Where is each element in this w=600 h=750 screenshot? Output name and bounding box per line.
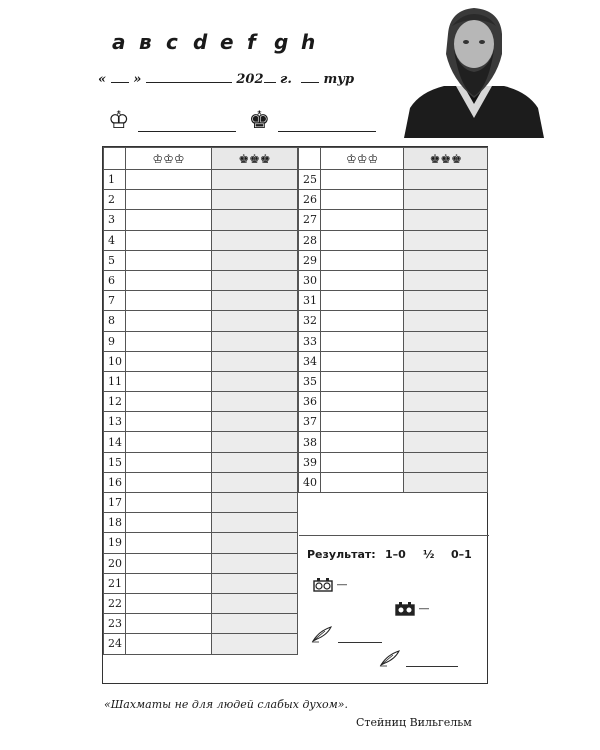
- black-signature-field[interactable]: [406, 652, 458, 667]
- black-move-cell[interactable]: [404, 311, 488, 331]
- move-number: 40: [299, 472, 321, 492]
- move-number: 23: [104, 614, 126, 634]
- move-row: [299, 270, 488, 290]
- portrait-image: [404, 0, 544, 138]
- move-row: [104, 311, 298, 331]
- move-number: 34: [299, 351, 321, 371]
- file-letter: f: [247, 30, 256, 54]
- year-suffix: г.: [280, 72, 292, 87]
- black-move-cell[interactable]: [404, 371, 488, 391]
- move-row: [104, 210, 298, 230]
- month-blank[interactable]: [146, 70, 232, 83]
- white-signature: [311, 624, 382, 643]
- file-letter: d: [193, 30, 208, 54]
- white-move-cell[interactable]: [126, 190, 212, 210]
- move-number: 32: [299, 311, 321, 331]
- move-number: 37: [299, 412, 321, 432]
- move-row: [299, 230, 488, 250]
- move-row: [299, 170, 488, 190]
- black-move-cell[interactable]: [404, 230, 488, 250]
- moves-table-left: [103, 147, 298, 655]
- white-clock-row: [313, 578, 348, 592]
- move-row: [104, 452, 298, 472]
- black-move-cell[interactable]: [212, 472, 298, 492]
- black-move-cell[interactable]: [212, 311, 298, 331]
- move-number: 17: [104, 493, 126, 513]
- black-move-cell[interactable]: [404, 291, 488, 311]
- move-number: 31: [299, 291, 321, 311]
- white-move-cell[interactable]: [320, 392, 404, 412]
- white-move-cell[interactable]: [126, 250, 212, 270]
- move-row: [104, 614, 298, 634]
- white-clock-icon: [313, 578, 333, 592]
- black-king-icon: ♚: [248, 106, 271, 134]
- move-row: [104, 270, 298, 290]
- move-number: 24: [104, 634, 126, 654]
- move-number: 14: [104, 432, 126, 452]
- quote-author: Стейниц Вильгельм: [356, 716, 472, 729]
- white-move-cell[interactable]: [320, 432, 404, 452]
- move-row: [299, 452, 488, 472]
- white-move-cell[interactable]: [126, 311, 212, 331]
- move-row: [299, 311, 488, 331]
- white-move-cell[interactable]: [126, 614, 212, 634]
- date-line: [98, 70, 354, 87]
- black-move-cell[interactable]: [212, 533, 298, 553]
- quill-pen-icon: [311, 625, 333, 643]
- white-king-icon: ♔: [108, 106, 130, 134]
- move-row: [104, 351, 298, 371]
- move-number: 7: [104, 291, 126, 311]
- day-blank[interactable]: [111, 70, 129, 83]
- move-number: 35: [299, 371, 321, 391]
- white-move-cell[interactable]: [320, 250, 404, 270]
- move-row: [104, 250, 298, 270]
- move-number: 18: [104, 513, 126, 533]
- move-row: [299, 412, 488, 432]
- black-move-cell[interactable]: [404, 210, 488, 230]
- table-header-row: [104, 148, 298, 170]
- move-row: [299, 250, 488, 270]
- move-number: 28: [299, 230, 321, 250]
- move-number: 6: [104, 270, 126, 290]
- white-move-cell[interactable]: [320, 230, 404, 250]
- black-move-cell[interactable]: [404, 250, 488, 270]
- black-move-cell[interactable]: [212, 513, 298, 533]
- move-number: 26: [299, 190, 321, 210]
- black-win-option[interactable]: 0–1: [451, 548, 472, 561]
- black-clock-dash: —: [418, 602, 430, 615]
- file-letters: [112, 30, 328, 54]
- move-row: [299, 432, 488, 452]
- black-header: ♚♚♚: [404, 148, 488, 170]
- black-move-cell[interactable]: [212, 392, 298, 412]
- move-row: [104, 331, 298, 351]
- file-letter: h: [301, 30, 316, 54]
- black-move-cell[interactable]: [404, 392, 488, 412]
- white-move-cell[interactable]: [126, 513, 212, 533]
- file-letter: g: [274, 30, 289, 54]
- white-header: ♔♔♔: [320, 148, 404, 170]
- result-label: Результат:: [307, 548, 376, 561]
- black-move-cell[interactable]: [404, 432, 488, 452]
- move-row: [104, 291, 298, 311]
- black-move-cell[interactable]: [404, 412, 488, 432]
- white-move-cell[interactable]: [126, 210, 212, 230]
- black-move-cell[interactable]: [212, 170, 298, 190]
- white-move-cell[interactable]: [126, 634, 212, 654]
- move-number: 39: [299, 452, 321, 472]
- file-letter: a: [112, 30, 126, 54]
- white-move-cell[interactable]: [126, 553, 212, 573]
- white-move-cell[interactable]: [126, 371, 212, 391]
- black-move-cell[interactable]: [212, 553, 298, 573]
- move-row: [104, 513, 298, 533]
- black-move-cell[interactable]: [212, 250, 298, 270]
- moves-table-right: [298, 147, 488, 493]
- move-number: 1: [104, 170, 126, 190]
- result-box: [299, 535, 489, 685]
- white-signature-field[interactable]: [338, 628, 382, 643]
- white-move-cell[interactable]: [320, 412, 404, 432]
- black-move-cell[interactable]: [404, 190, 488, 210]
- move-number: 38: [299, 432, 321, 452]
- black-header: ♚♚♚: [212, 148, 298, 170]
- black-move-cell[interactable]: [212, 412, 298, 432]
- move-number: 30: [299, 270, 321, 290]
- black-move-cell[interactable]: [212, 573, 298, 593]
- move-row: [104, 533, 298, 553]
- white-move-cell[interactable]: [126, 392, 212, 412]
- move-row: [299, 351, 488, 371]
- white-move-cell[interactable]: [126, 270, 212, 290]
- move-row: [104, 493, 298, 513]
- move-row: [104, 230, 298, 250]
- move-number: 10: [104, 351, 126, 371]
- move-number: 9: [104, 331, 126, 351]
- black-move-cell[interactable]: [212, 190, 298, 210]
- move-row: [104, 371, 298, 391]
- black-move-cell[interactable]: [404, 472, 488, 492]
- white-header: ♔♔♔: [126, 148, 212, 170]
- white-move-cell[interactable]: [320, 170, 404, 190]
- black-move-cell[interactable]: [212, 593, 298, 613]
- white-move-cell[interactable]: [126, 170, 212, 190]
- white-move-cell[interactable]: [126, 331, 212, 351]
- black-move-cell[interactable]: [212, 230, 298, 250]
- move-number: 13: [104, 412, 126, 432]
- black-move-cell[interactable]: [212, 331, 298, 351]
- move-row: [104, 392, 298, 412]
- move-number: 27: [299, 210, 321, 230]
- white-move-cell[interactable]: [320, 472, 404, 492]
- move-number: 4: [104, 230, 126, 250]
- move-row: [104, 190, 298, 210]
- move-number: 16: [104, 472, 126, 492]
- move-row: [104, 553, 298, 573]
- move-row: [104, 432, 298, 452]
- black-player-field[interactable]: [278, 111, 376, 132]
- file-letter: в: [139, 30, 152, 54]
- file-letter: e: [220, 30, 234, 54]
- white-move-cell[interactable]: [320, 190, 404, 210]
- round-label: тур: [323, 72, 355, 87]
- white-player-field[interactable]: [138, 111, 236, 132]
- black-move-cell[interactable]: [212, 210, 298, 230]
- move-number: 20: [104, 553, 126, 573]
- black-move-cell[interactable]: [404, 170, 488, 190]
- move-number: 8: [104, 311, 126, 331]
- move-row: [299, 190, 488, 210]
- score-sheet: [102, 146, 488, 684]
- move-number: 5: [104, 250, 126, 270]
- white-move-cell[interactable]: [126, 533, 212, 553]
- white-move-cell[interactable]: [126, 472, 212, 492]
- close-quote: »: [133, 72, 142, 87]
- move-number: 2: [104, 190, 126, 210]
- quote-text: «Шахматы не для людей слабых духом».: [104, 698, 348, 711]
- table-header-row: [299, 148, 488, 170]
- move-row: [299, 392, 488, 412]
- black-move-cell[interactable]: [212, 614, 298, 634]
- white-move-cell[interactable]: [126, 593, 212, 613]
- black-move-cell[interactable]: [212, 452, 298, 472]
- open-quote: «: [98, 72, 107, 87]
- move-row: [104, 472, 298, 492]
- move-number: 15: [104, 452, 126, 472]
- move-row: [104, 412, 298, 432]
- year-prefix: 202: [236, 72, 264, 87]
- move-row: [299, 371, 488, 391]
- year-blank[interactable]: [264, 70, 276, 83]
- move-row: [104, 573, 298, 593]
- white-move-cell[interactable]: [320, 331, 404, 351]
- white-move-cell[interactable]: [320, 291, 404, 311]
- move-row: [104, 593, 298, 613]
- white-move-cell[interactable]: [320, 452, 404, 472]
- black-move-cell[interactable]: [212, 270, 298, 290]
- white-move-cell[interactable]: [320, 311, 404, 331]
- move-row: [104, 634, 298, 654]
- black-clock-row: [395, 602, 430, 616]
- white-clock-dash: —: [336, 578, 348, 591]
- move-row: [299, 291, 488, 311]
- move-number: 29: [299, 250, 321, 270]
- white-move-cell[interactable]: [126, 351, 212, 371]
- header-number-cell: [299, 148, 321, 170]
- white-move-cell[interactable]: [126, 452, 212, 472]
- players-row: [108, 108, 376, 132]
- move-number: 21: [104, 573, 126, 593]
- draw-option[interactable]: ½: [423, 548, 435, 561]
- white-move-cell[interactable]: [126, 291, 212, 311]
- black-move-cell[interactable]: [404, 331, 488, 351]
- black-move-cell[interactable]: [404, 270, 488, 290]
- move-row: [299, 331, 488, 351]
- black-move-cell[interactable]: [212, 634, 298, 654]
- white-move-cell[interactable]: [320, 270, 404, 290]
- white-win-option[interactable]: 1–0: [385, 548, 406, 561]
- move-number: 33: [299, 331, 321, 351]
- black-clock-icon: [395, 602, 415, 616]
- move-row: [299, 472, 488, 492]
- move-number: 36: [299, 392, 321, 412]
- black-move-cell[interactable]: [404, 351, 488, 371]
- move-row: [104, 170, 298, 190]
- move-number: 11: [104, 371, 126, 391]
- white-move-cell[interactable]: [126, 432, 212, 452]
- white-move-cell[interactable]: [320, 371, 404, 391]
- move-row: [299, 210, 488, 230]
- move-number: 25: [299, 170, 321, 190]
- black-move-cell[interactable]: [212, 432, 298, 452]
- black-move-cell[interactable]: [212, 351, 298, 371]
- quill-pen-icon: [379, 649, 401, 667]
- move-number: 12: [104, 392, 126, 412]
- white-move-cell[interactable]: [126, 493, 212, 513]
- round-blank[interactable]: [301, 70, 319, 83]
- white-move-cell[interactable]: [126, 230, 212, 250]
- move-number: 22: [104, 593, 126, 613]
- move-number: 3: [104, 210, 126, 230]
- black-move-cell[interactable]: [212, 371, 298, 391]
- move-number: 19: [104, 533, 126, 553]
- black-move-cell[interactable]: [212, 493, 298, 513]
- file-letter: c: [166, 30, 178, 54]
- white-move-cell[interactable]: [320, 210, 404, 230]
- black-move-cell[interactable]: [212, 291, 298, 311]
- black-signature: [379, 648, 458, 667]
- white-move-cell[interactable]: [126, 412, 212, 432]
- black-move-cell[interactable]: [404, 452, 488, 472]
- white-move-cell[interactable]: [126, 573, 212, 593]
- white-move-cell[interactable]: [320, 351, 404, 371]
- header-number-cell: [104, 148, 126, 170]
